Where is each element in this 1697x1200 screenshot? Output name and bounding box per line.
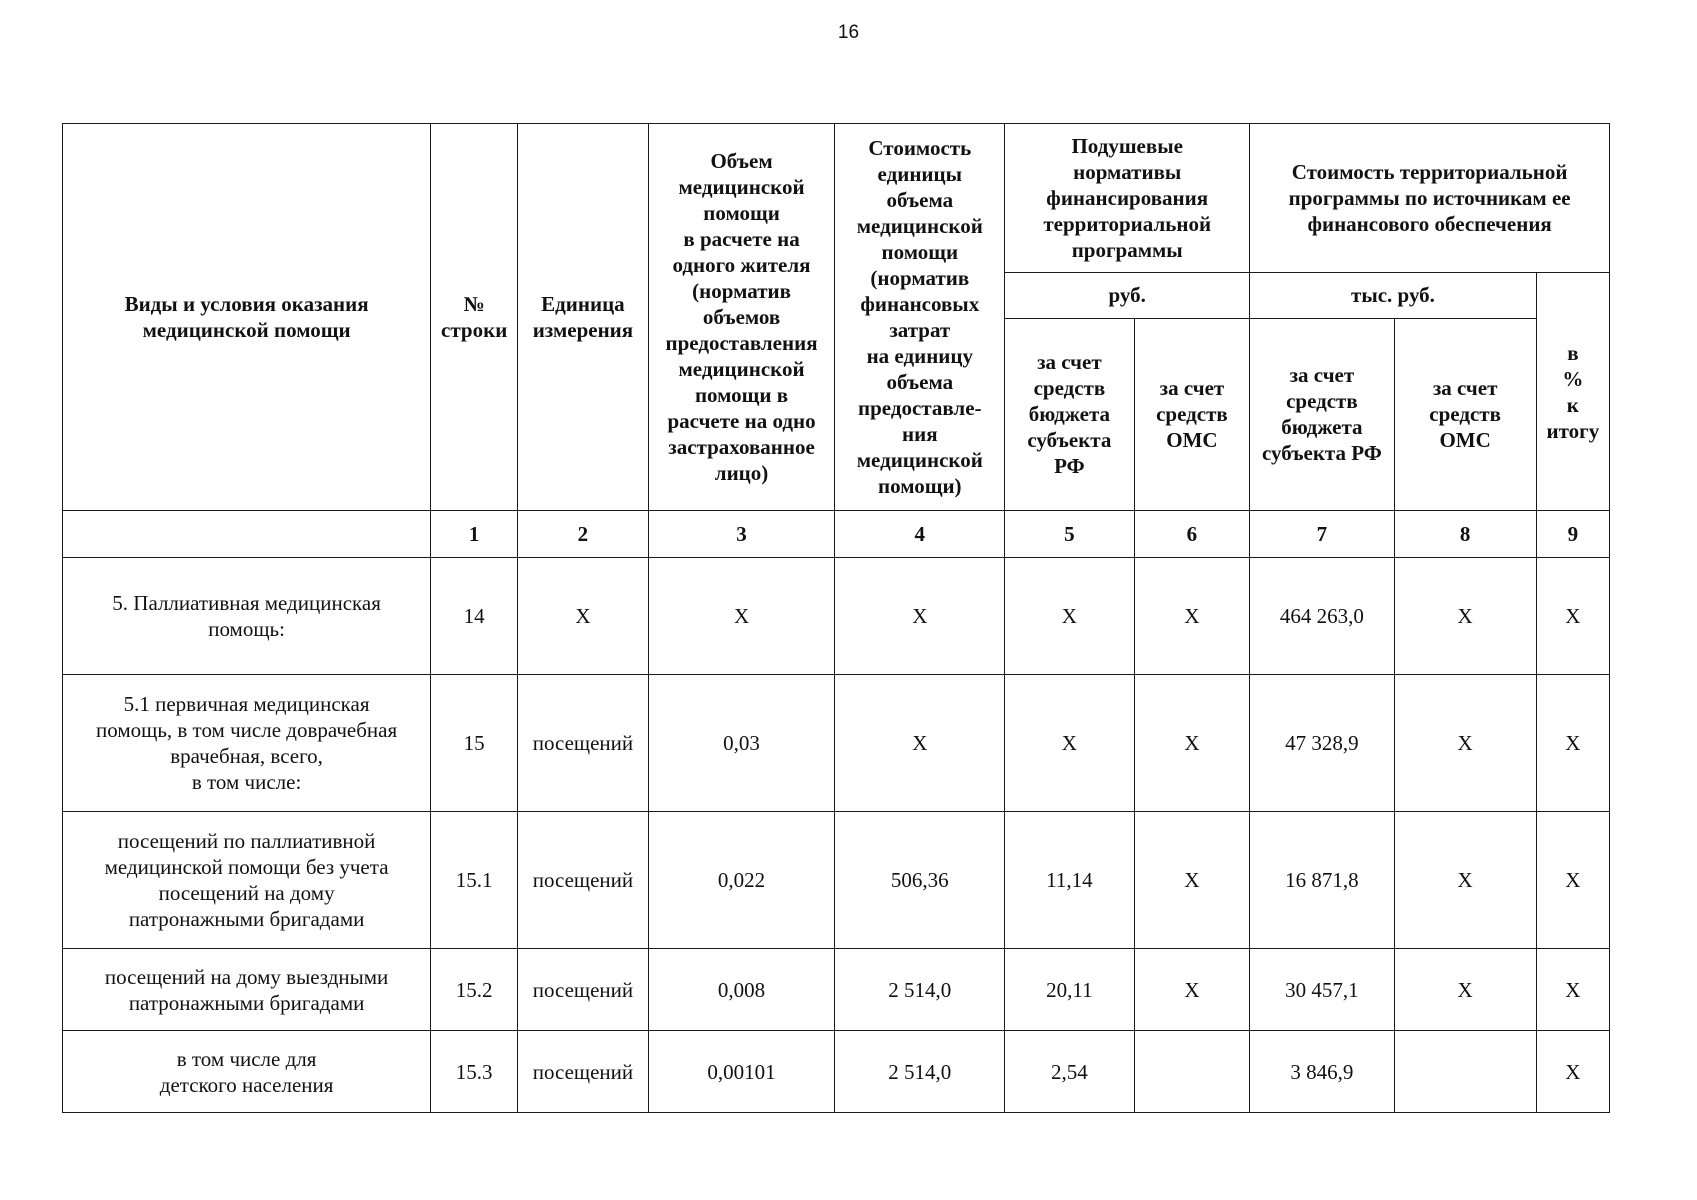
row-cost: 2 514,0 — [835, 1031, 1005, 1113]
column-number: 2 — [518, 510, 649, 557]
row-name: посещений по паллиативной медицинской помощи без учета посещений на дому патронажными бригадами — [63, 811, 431, 948]
header-unit-thousand-rub: тыс. руб. — [1250, 273, 1536, 318]
row-number: 15.2 — [431, 949, 518, 1031]
table-row — [63, 674, 1610, 811]
column-number: 1 — [431, 510, 518, 557]
row-cost: 506,36 — [835, 811, 1005, 948]
row-percent: X — [1536, 1031, 1609, 1113]
header-type-of-care: Виды и условия оказания медицинской помощи — [63, 124, 431, 511]
row-unit: посещений — [518, 811, 649, 948]
row-volume: 0,008 — [648, 949, 835, 1031]
row-unit: посещений — [518, 674, 649, 811]
row-name: 5.1 первичная медицинская помощь, в том числе доврачебная врачебная, всего, в том числе: — [63, 674, 431, 811]
row-number: 14 — [431, 558, 518, 675]
header-unit-rub: руб. — [1005, 273, 1250, 318]
row-budget-thousand: 16 871,8 — [1250, 811, 1394, 948]
row-unit: посещений — [518, 1031, 649, 1113]
header-unit: Единица измерения — [518, 124, 649, 511]
header-row-number: № строки — [431, 124, 518, 511]
row-name: посещений на дому выездными патронажными бригадами — [63, 949, 431, 1031]
column-number: 6 — [1134, 510, 1250, 557]
row-oms-rub: X — [1134, 558, 1250, 675]
row-cost: 2 514,0 — [835, 949, 1005, 1031]
row-oms-rub — [1134, 1031, 1250, 1113]
row-oms-thousand — [1394, 1031, 1536, 1113]
table-row — [63, 811, 1610, 948]
header-budget-rub: за счет средств бюджета субъекта РФ — [1005, 318, 1134, 510]
row-name: 5. Паллиативная медицинская помощь: — [63, 558, 431, 675]
header-oms-thousand: за счет средств ОМС — [1394, 318, 1536, 510]
table-row — [63, 949, 1610, 1031]
column-number: 7 — [1250, 510, 1394, 557]
header-unit-cost: Стоимость единицы объема медицинской помощи (норматив финансовых затрат на единицу объема предоставле- ния медицинской помощи) — [835, 124, 1005, 511]
row-number: 15 — [431, 674, 518, 811]
row-number: 15.1 — [431, 811, 518, 948]
row-oms-rub: X — [1134, 811, 1250, 948]
row-number: 15.3 — [431, 1031, 518, 1113]
row-budget-thousand: 3 846,9 — [1250, 1031, 1394, 1113]
row-budget-rub: X — [1005, 674, 1134, 811]
financing-table — [62, 123, 1610, 1113]
row-volume: 0,03 — [648, 674, 835, 811]
column-number: 3 — [648, 510, 835, 557]
header-oms-rub: за счет средств ОМС — [1134, 318, 1250, 510]
column-number: 5 — [1005, 510, 1134, 557]
row-unit: X — [518, 558, 649, 675]
row-oms-thousand: X — [1394, 811, 1536, 948]
page-number: 16 — [837, 22, 860, 43]
row-percent: X — [1536, 949, 1609, 1031]
row-percent: X — [1536, 674, 1609, 811]
row-budget-thousand: 30 457,1 — [1250, 949, 1394, 1031]
column-number: 8 — [1394, 510, 1536, 557]
header-program-cost-group: Стоимость территориальной программы по источникам ее финансового обеспечения — [1250, 124, 1610, 273]
header-volume: Объем медицинской помощи в расчете на одного жителя (норматив объемов предоставления медицинской помощи в расчете на одно застрахованное лицо) — [648, 124, 835, 511]
row-name: в том числе для детского населения — [63, 1031, 431, 1113]
row-budget-rub: 11,14 — [1005, 811, 1134, 948]
row-cost: X — [835, 674, 1005, 811]
header-budget-thousand: за счет средств бюджета субъекта РФ — [1250, 318, 1394, 510]
row-oms-rub: X — [1134, 674, 1250, 811]
table-row — [63, 558, 1610, 675]
row-budget-thousand: 464 263,0 — [1250, 558, 1394, 675]
row-oms-thousand: X — [1394, 949, 1536, 1031]
row-budget-thousand: 47 328,9 — [1250, 674, 1394, 811]
row-budget-rub: X — [1005, 558, 1134, 675]
header-percent-of-total: в % к итогу — [1536, 273, 1609, 511]
column-number — [63, 510, 431, 557]
column-number: 9 — [1536, 510, 1609, 557]
row-budget-rub: 20,11 — [1005, 949, 1134, 1031]
row-budget-rub: 2,54 — [1005, 1031, 1134, 1113]
row-percent: X — [1536, 811, 1609, 948]
row-percent: X — [1536, 558, 1609, 675]
column-number: 4 — [835, 510, 1005, 557]
table-row — [63, 1031, 1610, 1113]
row-volume: X — [648, 558, 835, 675]
row-volume: 0,00101 — [648, 1031, 835, 1113]
row-oms-thousand: X — [1394, 674, 1536, 811]
column-number-row — [63, 510, 1610, 557]
row-cost: X — [835, 558, 1005, 675]
header-per-capita-group: Подушевые нормативы финансирования территориальной программы — [1005, 124, 1250, 273]
row-volume: 0,022 — [648, 811, 835, 948]
row-unit: посещений — [518, 949, 649, 1031]
row-oms-thousand: X — [1394, 558, 1536, 675]
row-oms-rub: X — [1134, 949, 1250, 1031]
